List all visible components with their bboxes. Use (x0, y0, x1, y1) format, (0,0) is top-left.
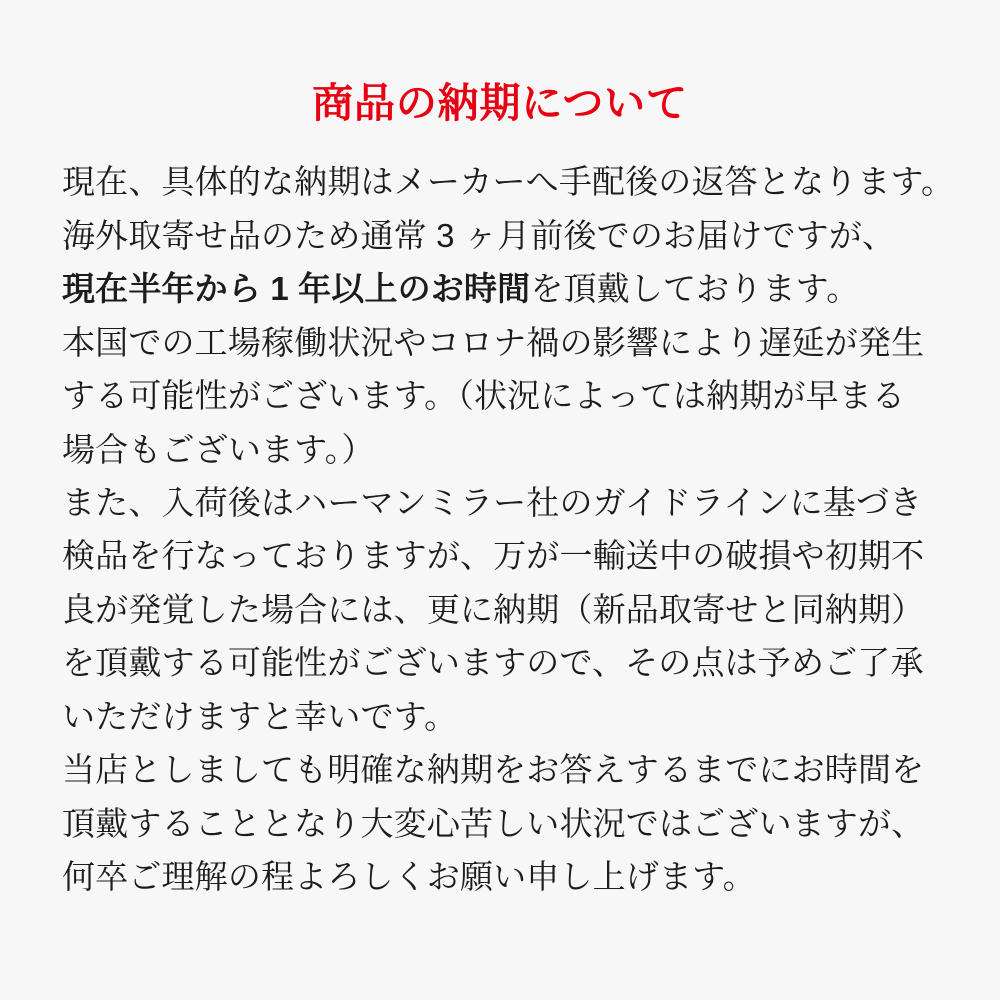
body-line: する可能性がございます。（状況によっては納期が早まる (62, 377, 906, 415)
page-title: 商品の納期について (312, 80, 688, 126)
body-line: を頂戴する可能性がございますので、その点は予めご了承 (62, 644, 924, 682)
body-line: いただけますと幸いです。 (62, 697, 458, 735)
emphasis-tail: を頂戴しております。 (530, 270, 860, 308)
body-line: 現在、具体的な納期はメーカーへ手配後の返答となります。 (62, 163, 955, 201)
body-line: 海外取寄せ品のため通常 3 ヶ月前後でのお届けですが、 (62, 216, 896, 254)
body-line: 場合もございます。） (62, 430, 375, 468)
body-line: 本国での工場稼働状況やコロナ禍の影響により遅延が発生 (62, 323, 925, 361)
paragraph-1 (62, 155, 955, 315)
emphasis-text: 現在半年から 1 年以上のお時間 (62, 270, 531, 308)
body-line: 当店としましても明確な納期をお答えするまでにお時間を (62, 751, 925, 789)
body-line: また、入荷後はハーマンミラー社のガイドラインに基づき (62, 483, 923, 521)
body-line: 何卒ご理解の程よろしくお願い申し上げます。 (62, 858, 756, 896)
body-line: 良が発覚した場合には、更に納期（新品取寄せと同納期） (62, 590, 925, 628)
body-line-emphasis (62, 262, 938, 315)
paragraph-4 (62, 743, 938, 903)
paragraph-2 (62, 316, 938, 476)
paragraph-3 (62, 476, 938, 743)
body-line: 頂戴することとなり大変心苦しい状況ではございますが、 (62, 804, 925, 842)
notice-body (62, 155, 955, 903)
body-line: 検品を行なっておりますが、万が一輸送中の破損や初期不 (62, 537, 925, 575)
